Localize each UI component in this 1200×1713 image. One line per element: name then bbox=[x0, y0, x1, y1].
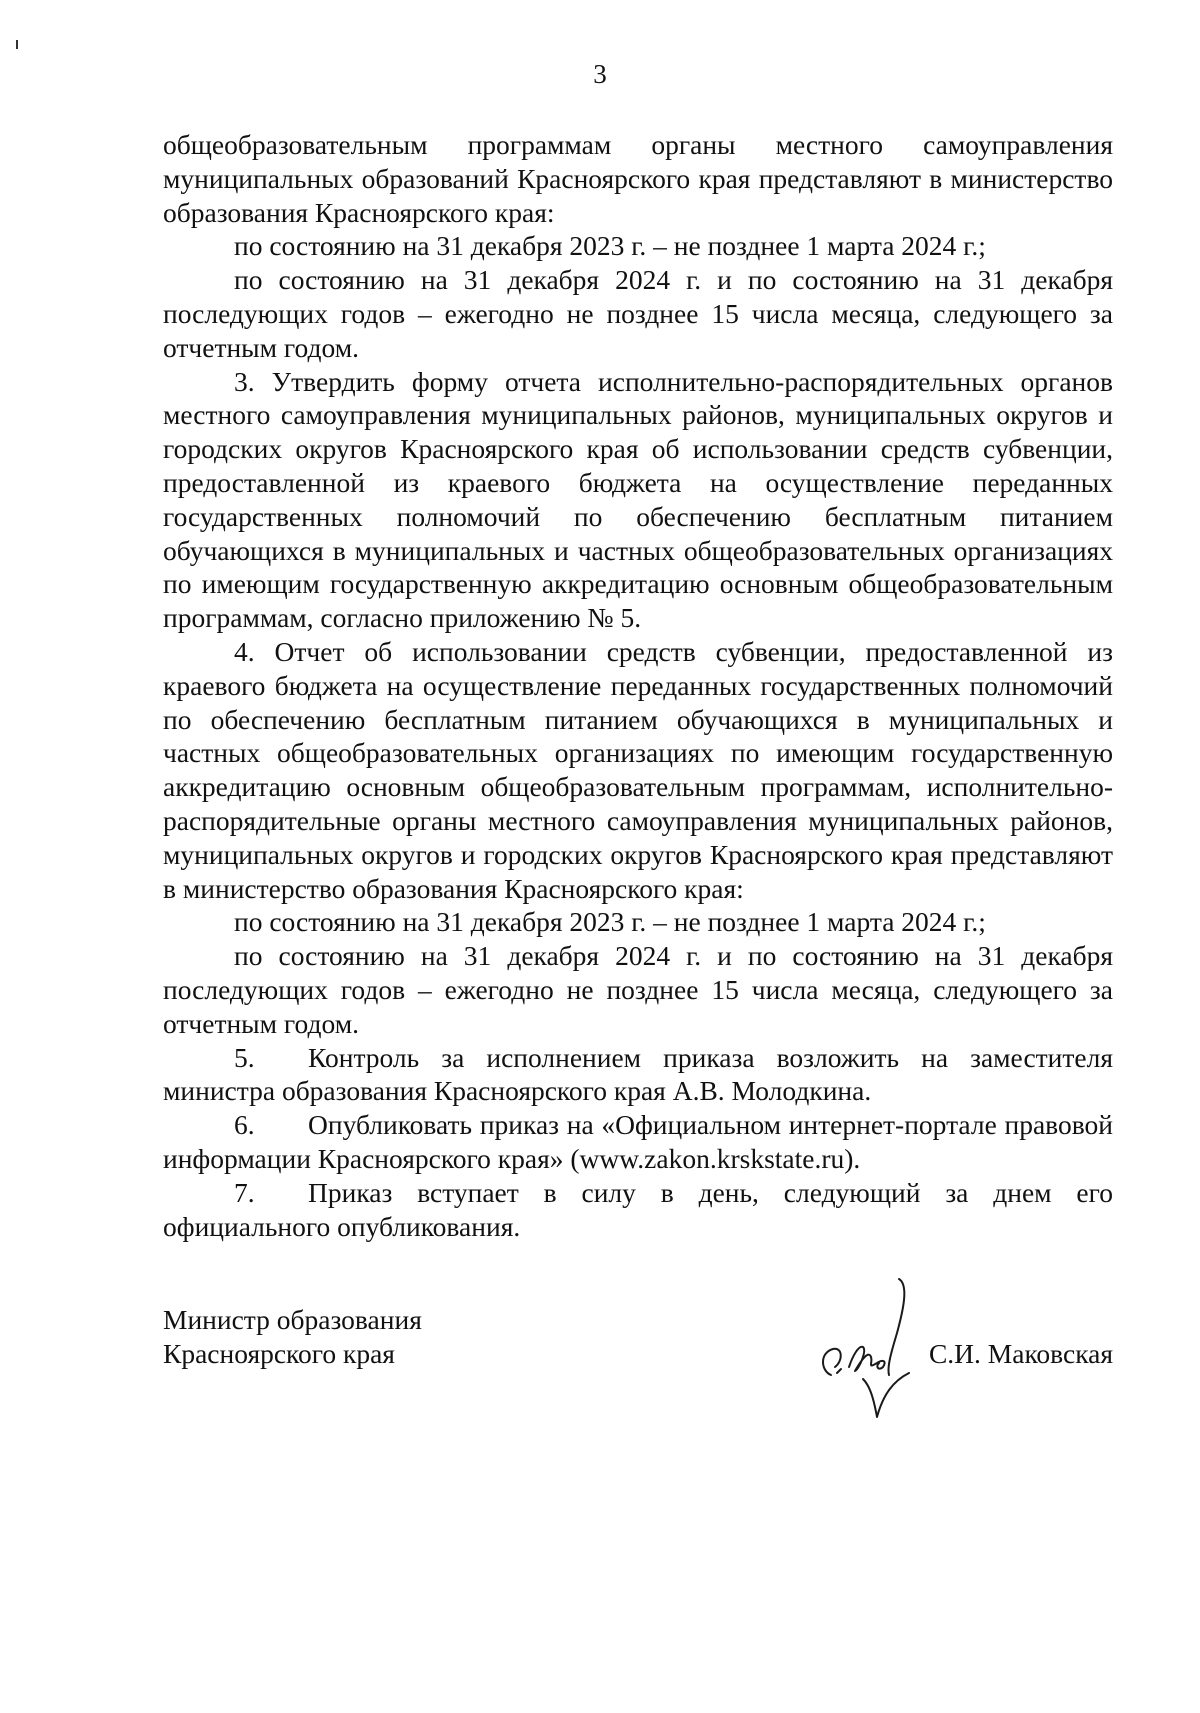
item-text: Опубликовать приказ на «Официальном интернет-портале правовой информации Красноярского края» (www.zakon.krskstate.ru). bbox=[163, 1109, 1113, 1174]
item-number: 7. bbox=[234, 1176, 255, 1208]
paragraph-item-7 bbox=[163, 1176, 1113, 1244]
page-number: 3 bbox=[593, 59, 607, 89]
signer-position-line-2: Красноярского края bbox=[163, 1338, 395, 1369]
item-text: Контроль за исполнением приказа возложить на заместителя министра образования Красноярского края А.В. Молодкина. bbox=[163, 1041, 1113, 1107]
paragraph-item-3: 3. Утвердить форму отчета исполнительно-распорядительных органов местного самоуправления муниципальных районов, муниципальных округов и городских округов Красноярского края об использовании средств субвенции, предоставленной из краевого бюджета на осуществление переданных государственных полномочий по обеспечению бесплатным питанием обучающихся в муниципальных и частных общеобразовательных организациях по имеющим государственную аккредитацию основным общеобразовательным программам, согласно приложению № 5. bbox=[163, 365, 1113, 634]
signer-position-line-1: Министр образования bbox=[163, 1304, 422, 1335]
item-number: 5. bbox=[234, 1041, 255, 1073]
paragraph-report-deadline-2024: по состоянию на 31 декабря 2024 г. и по состоянию на 31 декабря последующих годов – ежегодно не позднее 15 числа месяца, следующего за отчетным годом. bbox=[163, 940, 1113, 1039]
handwritten-signature-icon bbox=[813, 1271, 933, 1421]
scan-artifact-mark bbox=[16, 40, 18, 49]
signature-block bbox=[163, 1303, 1113, 1423]
item-number: 6. bbox=[234, 1109, 255, 1141]
paragraph-item-6 bbox=[163, 1108, 1113, 1176]
paragraph-deadline-2024: по состоянию на 31 декабря 2024 г. и по состоянию на 31 декабря последующих годов – ежегодно не позднее 15 числа месяца, следующего за отчетным годом. bbox=[163, 264, 1113, 363]
signer-position bbox=[163, 1303, 422, 1371]
paragraph-deadline-2023: по состоянию на 31 декабря 2023 г. – не позднее 1 марта 2024 г.; bbox=[234, 230, 986, 262]
document-body bbox=[163, 128, 1113, 1243]
paragraph-item-4: 4. Отчет об использовании средств субвенции, предоставленной из краевого бюджета на осуществление переданных государственных полномочий по обеспечению бесплатным питанием обучающихся в муниципальных и частных общеобразовательных организациях по имеющим государственную аккредитацию основным общеобразовательным программам, исполнительно-распорядительные органы местного самоуправления муниципальных районов, муниципальных округов и городских округов Красноярского края представляют в министерство образования Красноярского края: bbox=[163, 635, 1113, 904]
item-text: Приказ вступает в силу в день, следующий за днем его официального опубликования. bbox=[163, 1176, 1113, 1242]
paragraph-continuation: общеобразовательным программам органы местного самоуправления муниципальных образований Красноярского края представляют в министерство образования Красноярского края: bbox=[163, 129, 1113, 228]
paragraph-report-deadline-2023: по состоянию на 31 декабря 2023 г. – не позднее 1 марта 2024 г.; bbox=[234, 906, 986, 938]
paragraph-item-5 bbox=[163, 1041, 1113, 1109]
signer-name: С.И. Маковская bbox=[928, 1338, 1113, 1369]
